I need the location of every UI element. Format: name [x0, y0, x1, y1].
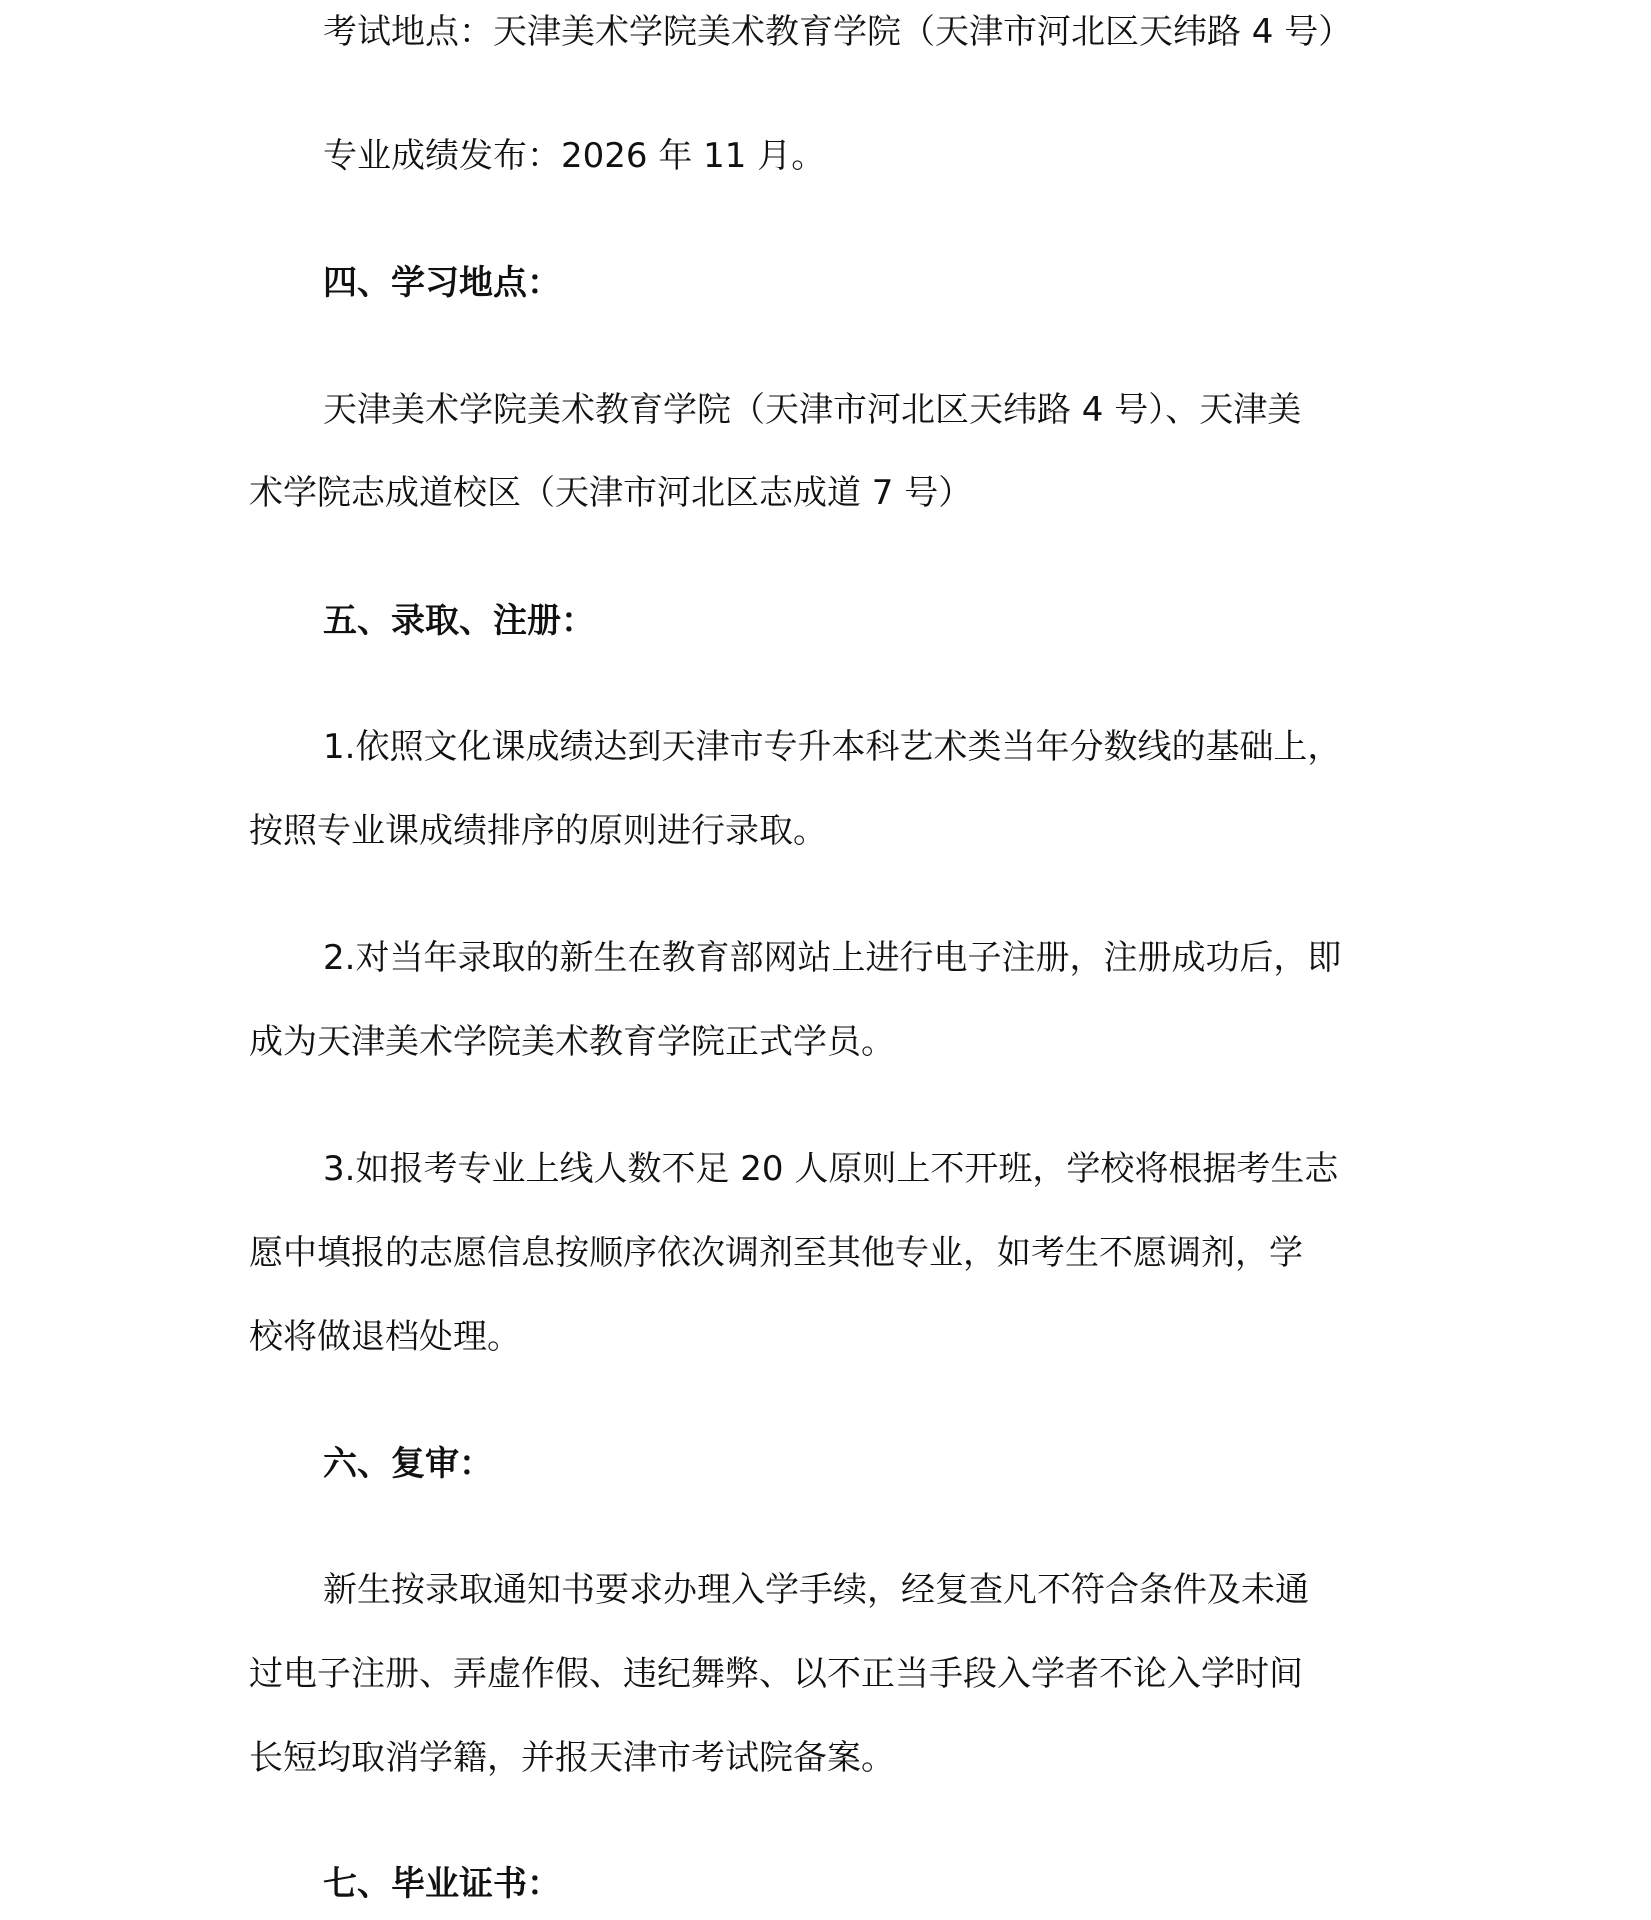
admission-item-2-line-1: 2.对当年录取的新生在教育部网站上进行电子注册，注册成功后，即 [323, 938, 1342, 978]
section-heading-study-location: 四、学习地点： [323, 263, 561, 303]
admission-item-1-line-2: 按照专业课成绩排序的原则进行录取。 [249, 811, 827, 851]
admission-item-2-line-2: 成为天津美术学院美术教育学院正式学员。 [249, 1022, 895, 1062]
review-paragraph-line-1: 新生按录取通知书要求办理入学手续，经复查凡不符合条件及未通 [323, 1570, 1309, 1610]
admission-item-3-line-1: 3.如报考专业上线人数不足 20 人原则上不开班，学校将根据考生志 [323, 1149, 1339, 1189]
admission-item-3-line-2: 愿中填报的志愿信息按顺序依次调剂至其他专业，如考生不愿调剂，学 [249, 1233, 1303, 1273]
exam-location-line: 考试地点：天津美术学院美术教育学院（天津市河北区天纬路 4 号） [323, 12, 1353, 52]
score-release-line: 专业成绩发布：2026 年 11 月。 [323, 136, 826, 176]
study-location-paragraph-line-2: 术学院志成道校区（天津市河北区志成道 7 号） [249, 473, 973, 513]
section-heading-review: 六、复审： [323, 1444, 493, 1484]
study-location-paragraph-line-1: 天津美术学院美术教育学院（天津市河北区天纬路 4 号）、天津美 [323, 390, 1302, 430]
section-heading-graduation-certificate: 七、毕业证书： [323, 1864, 561, 1904]
admission-item-1-line-1: 1.依照文化课成绩达到天津市专升本科艺术类当年分数线的基础上， [323, 727, 1342, 767]
section-heading-admission-registration: 五、录取、注册： [323, 601, 595, 641]
admission-item-3-line-3: 校将做退档处理。 [249, 1317, 521, 1357]
review-paragraph-line-3: 长短均取消学籍，并报天津市考试院备案。 [249, 1738, 895, 1778]
review-paragraph-line-2: 过电子注册、弄虚作假、违纪舞弊、以不正当手段入学者不论入学时间 [249, 1654, 1303, 1694]
